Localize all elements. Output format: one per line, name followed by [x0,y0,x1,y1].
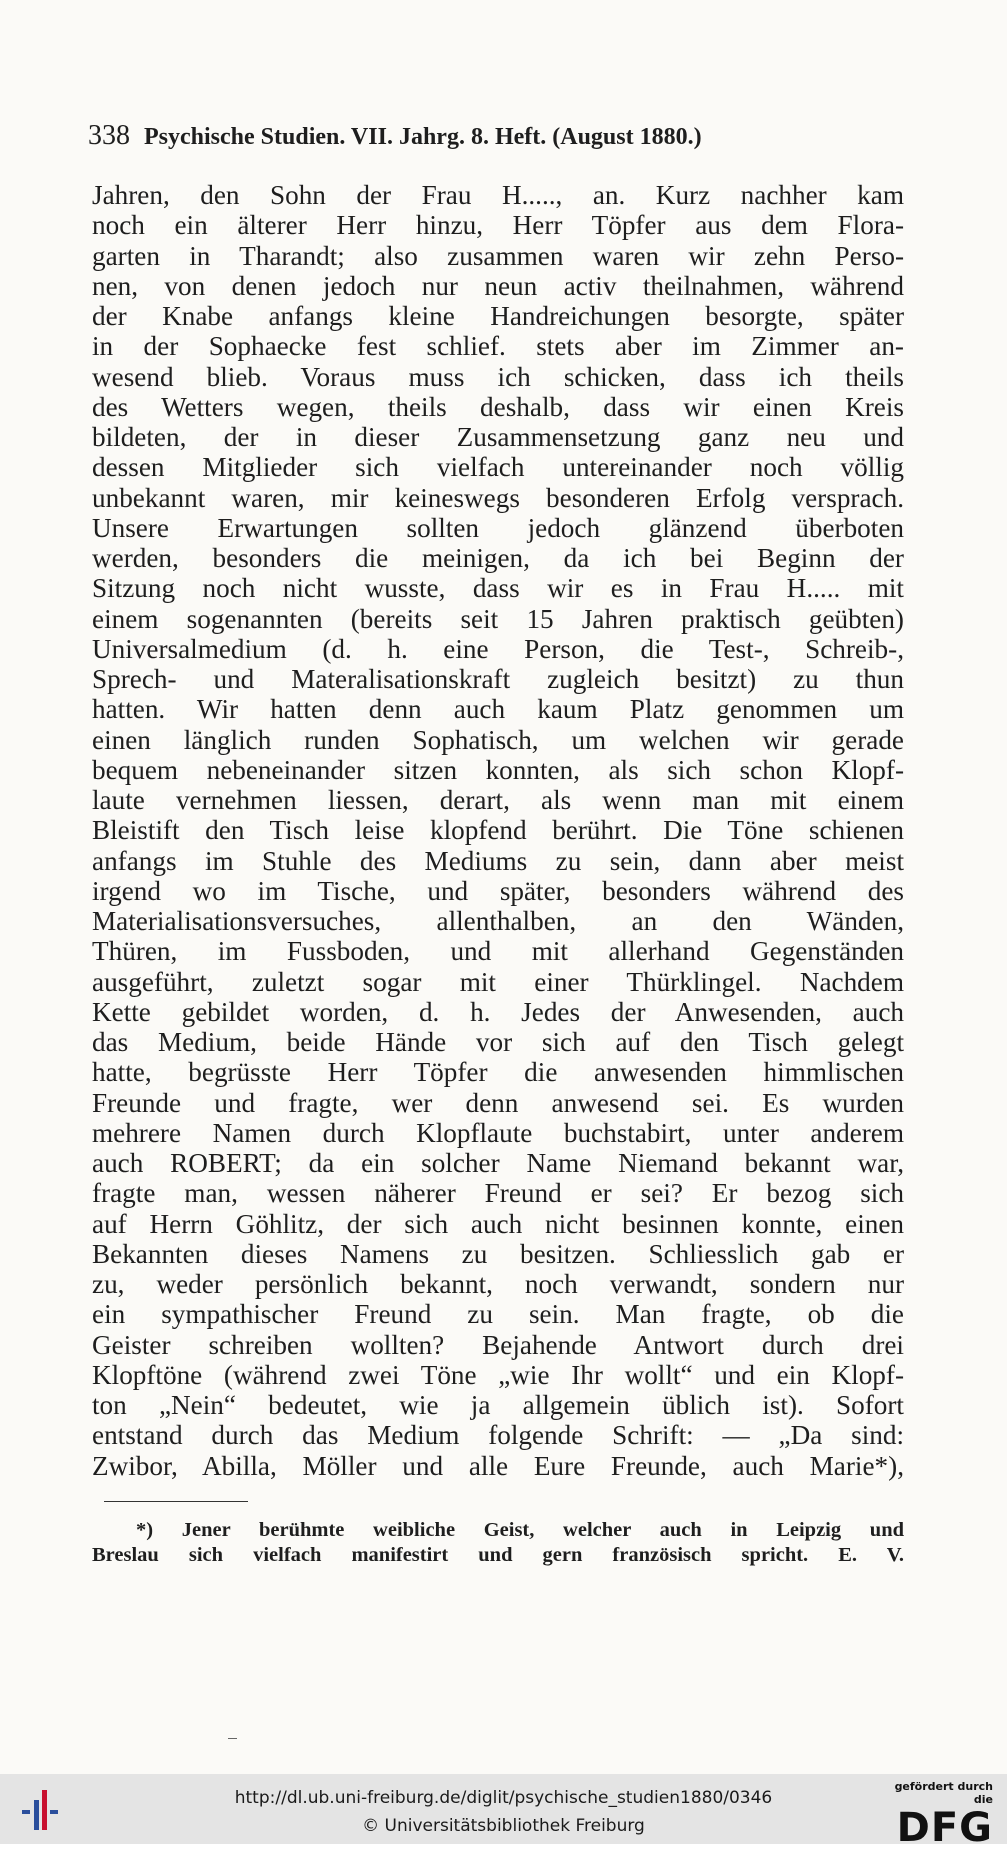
source-url[interactable]: http://dl.ub.uni-freiburg.de/diglit/psychische_studien1880/0346 [234,1788,773,1808]
text-line: Geister schreiben wollten? Bejahende Antwort durch drei [92,1329,904,1360]
text-line: bequem nebeneinander sitzen konnten, als sich schon Klopf- [92,754,904,785]
text-line: auch ROBERT; da ein solcher Name Niemand bekannt war, [92,1148,904,1178]
text-line: das Medium, beide Hände vor sich auf den Tisch gelegt [92,1027,904,1057]
text-line: entstand durch das Medium folgende Schrift: — „Da sind: [92,1420,904,1451]
text-line: Sitzung noch nicht wusste, dass wir es in Frau H..... mit [92,573,904,604]
text-line: fragte man, wessen näherer Freund er sei? Er bezog sich [92,1178,904,1209]
text-line: hatten. Wir hatten denn auch kaum Platz genommen um [92,694,904,725]
text-line: Unsere Erwartungen sollten jedoch glänzend überboten [92,512,904,543]
text-line: Universalmedium (d. h. eine Person, die Test-, Schreib-, [92,633,904,664]
dfg-wordmark: DFG [896,1805,993,1851]
text-line: wesend blieb. Voraus muss ich schicken, dass ich theils [92,361,904,392]
body-text [92,180,904,1481]
text-line: Klopftöne (während zwei Töne „wie Ihr wollt“ und ein Klopf- [92,1359,904,1390]
text-line: noch ein älterer Herr hinzu, Herr Töpfer aus dem Flora- [92,210,904,241]
text-line: nen, von denen jedoch nur neun activ theilnahmen, während [92,270,904,301]
text-line: ton „Nein“ bedeutet, wie ja allgemein üblich ist). Sofort [92,1390,904,1420]
text-line: Jahren, den Sohn der Frau H....., an. Kurz nachher kam [92,180,904,210]
text-line: hatte, begrüsste Herr Töpfer die anwesenden himmlischen [92,1057,904,1088]
text-line: auf Herrn Göhlitz, der sich auch nicht besinnen konnte, einen [92,1208,904,1239]
text-line: Zwibor, Abilla, Möller und alle Eure Freunde, auch Marie*), [92,1450,904,1481]
text-line: mehrere Namen durch Klopflaute buchstabirt, unter anderem [92,1117,904,1148]
text-line: werden, besonders die meinigen, da ich bei Beginn der [92,543,904,573]
text-line: unbekannt waren, mir keineswegs besonderen Erfolg versprach. [92,482,904,513]
text-line: Materialisationsversuches, allenthalben, an den Wänden, [92,906,904,936]
footnote-line: *) Jener berühmte weibliche Geist, welcher auch in Leipzig und [136,1519,904,1541]
text-line: Bleistift den Tisch leise klopfend berührt. Die Töne schienen [92,815,904,846]
running-title: Psychische Studien. VII. Jahrg. 8. Heft. (August 1880.) [144,124,702,150]
text-line: der Knabe anfangs kleine Handreichungen besorgte, später [92,301,904,331]
page-number: 338 [88,120,130,151]
running-header [88,120,908,152]
text-line: laute vernehmen liessen, derart, als wenn man mit einem [92,785,904,815]
text-line: Thüren, im Fussboden, und mit allerhand Gegenständen [92,936,904,967]
text-line: in der Sophaecke fest schlief. stets aber im Zimmer an- [92,331,904,362]
text-line: bildeten, der in dieser Zusammensetzung ganz neu und [92,422,904,452]
text-line: einen länglich runden Sophatisch, um welchen wir gerade [92,724,904,755]
text-line: Bekannten dieses Namens zu besitzen. Schliesslich gab er [92,1238,904,1269]
text-line: ein sympathischer Freund zu sein. Man fragte, ob die [92,1299,904,1330]
footnote-divider [104,1501,248,1502]
viewer-footer [0,1774,1007,1851]
text-line: einem sogenannten (bereits seit 15 Jahren praktisch geübten) [92,603,904,634]
copyright-notice: © Universitätsbibliothek Freiburg [362,1816,645,1836]
footnote [92,1518,904,1568]
scan-mark [228,1738,237,1739]
text-line: Freunde und fragte, wer denn anwesend sei. Es wurden [92,1087,904,1118]
text-line: Sprech- und Materalisationskraft zugleich besitzt) zu thun [92,664,904,694]
text-line: irgend wo im Tische, und später, besonders während des [92,875,904,906]
text-line: ausgeführt, zuletzt sogar mit einer Thürklingel. Nachdem [92,966,904,997]
funder-caption: gefördert durch die [894,1780,993,1806]
text-line: Kette gebildet worden, d. h. Jedes der Anwesenden, auch [92,996,904,1027]
text-line: dessen Mitglieder sich vielfach untereinander noch völlig [92,452,904,483]
text-line: zu, weder persönlich bekannt, noch verwandt, sondern nur [92,1269,904,1299]
text-line: anfangs im Stuhle des Mediums zu sein, dann aber meist [92,845,904,876]
footnote-line: Breslau sich vielfach manifestirt und gern französisch spricht. E. V. [92,1544,904,1566]
dfg-logo [883,1780,993,1851]
text-line: garten in Tharandt; also zusammen waren wir zehn Perso- [92,240,904,271]
text-line: des Wetters wegen, theils deshalb, dass wir einen Kreis [92,391,904,422]
